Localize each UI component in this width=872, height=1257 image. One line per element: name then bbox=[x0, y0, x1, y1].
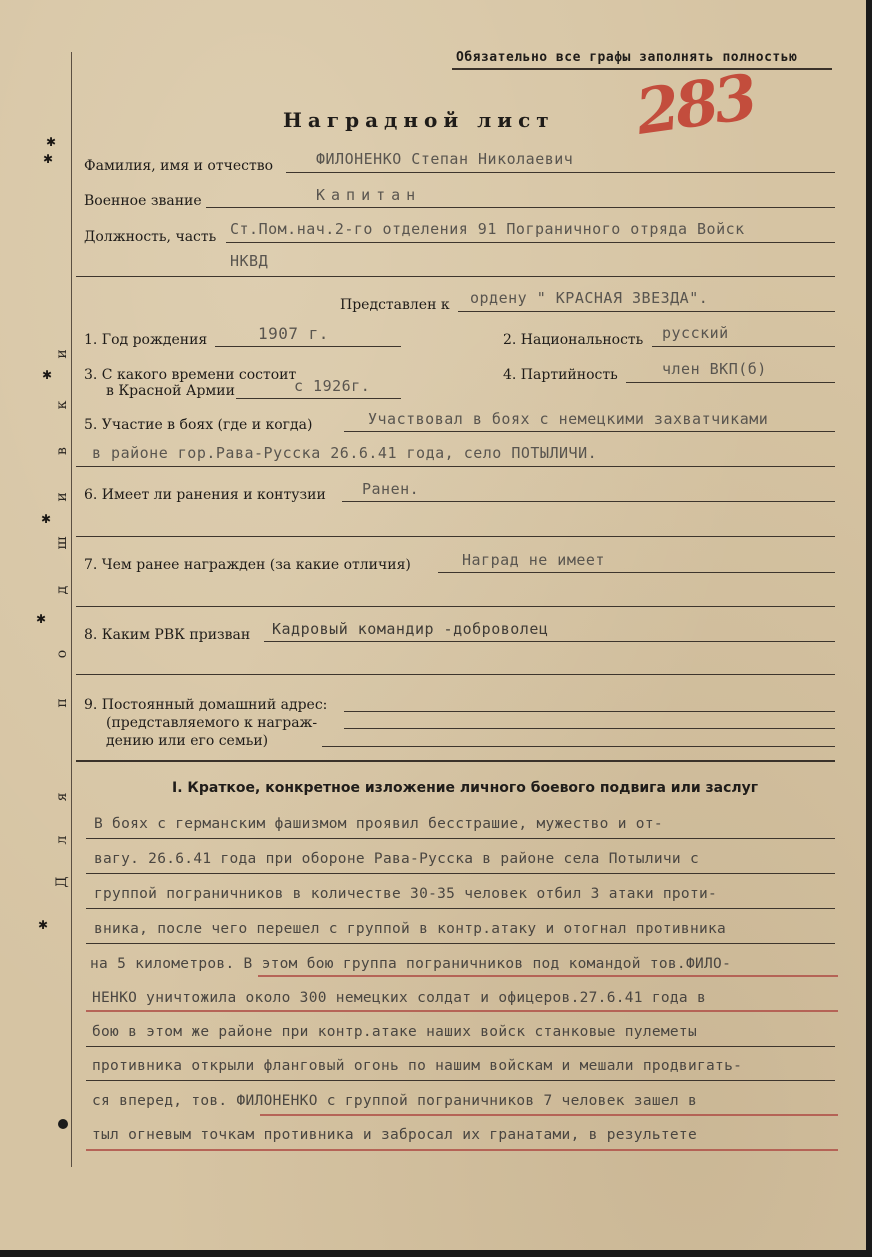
narrative-rule bbox=[86, 1046, 835, 1047]
star-icon: ✱ bbox=[42, 368, 53, 382]
star-icon: ✱ bbox=[46, 135, 57, 149]
fio-value: ФИЛОНЕНКО Степан Николаевич bbox=[316, 150, 574, 168]
narrative-line: на 5 километров. В этом бою группа пограничников под командой тов.ФИЛО- bbox=[90, 956, 732, 972]
wounds-line-2 bbox=[76, 536, 835, 537]
position-line-1 bbox=[226, 242, 835, 243]
awards-value: Наград не имеет bbox=[462, 551, 605, 569]
battles-line-1 bbox=[344, 431, 835, 432]
narrative-rule bbox=[86, 943, 835, 944]
army-value: с 1926г. bbox=[294, 377, 371, 395]
nationality-value: русский bbox=[662, 324, 729, 342]
rank-line bbox=[206, 207, 835, 208]
narrative-line: вника, после чего перешел с группой в контр.атаку и отогнал противника bbox=[94, 921, 727, 937]
fio-line bbox=[286, 172, 835, 173]
address-label-3: дению или его семьи) bbox=[106, 733, 269, 749]
address-label-1: 9. Постоянный домашний адрес: bbox=[84, 697, 328, 713]
birth-label: 1. Год рождения bbox=[84, 332, 208, 348]
narrative-rule bbox=[86, 873, 835, 874]
nationality-label: 2. Национальность bbox=[503, 332, 644, 348]
birth-value: 1907 г. bbox=[258, 324, 329, 343]
red-underline bbox=[258, 975, 838, 977]
margin-letter: и bbox=[54, 492, 70, 502]
fio-label: Фамилия, имя и отчество bbox=[84, 158, 274, 174]
header-underline bbox=[452, 68, 832, 70]
narrative-line: тыл огневым точкам противника и забросал их гранатами, в результете bbox=[92, 1127, 697, 1143]
rvk-value: Кадровый командир -доброволец bbox=[272, 620, 549, 638]
narrative-line: противника открыли фланговый огонь по нашим войскам и мешали продвигать- bbox=[92, 1058, 743, 1074]
document-title: Наградной лист bbox=[283, 108, 555, 132]
army-line bbox=[236, 398, 401, 399]
wounds-label: 6. Имеет ли ранения и контузии bbox=[84, 487, 326, 503]
address-line-1 bbox=[344, 711, 835, 712]
section-title: I. Краткое, конкретное изложение личного боевого подвига или заслуг bbox=[172, 780, 759, 796]
narrative-line: ся вперед, тов. ФИЛОНЕНКО с группой пограничников 7 человек зашел в bbox=[92, 1093, 697, 1109]
presented-line bbox=[458, 311, 835, 312]
birth-line bbox=[215, 346, 401, 347]
presented-value: ордену " КРАСНАЯ ЗВЕЗДА". bbox=[470, 289, 709, 307]
narrative-line: НЕНКО уничтожила около 300 немецких солдат и офицеров.27.6.41 года в bbox=[92, 990, 707, 1006]
awards-label: 7. Чем ранее награжден (за какие отличия) bbox=[84, 557, 411, 573]
header-note: Обязательно все графы заполнять полностью bbox=[456, 50, 798, 65]
section-divider bbox=[76, 760, 835, 762]
party-line bbox=[626, 382, 835, 383]
red-underline bbox=[86, 1149, 838, 1151]
position-line-2 bbox=[76, 276, 835, 277]
address-line-3 bbox=[322, 746, 835, 747]
margin-rule bbox=[71, 52, 72, 1167]
star-icon: ✱ bbox=[41, 512, 52, 526]
battles-value-1: Участвовал в боях с немецкими захватчиками bbox=[368, 410, 769, 428]
rvk-line-1 bbox=[264, 641, 835, 642]
margin-letter: л bbox=[54, 835, 70, 845]
punch-hole bbox=[58, 1119, 68, 1129]
position-label: Должность, часть bbox=[84, 229, 217, 245]
star-icon: ✱ bbox=[43, 152, 54, 166]
battles-value-2: в районе гор.Рава-Русска 26.6.41 года, село ПОТЫЛИЧИ. bbox=[92, 444, 598, 462]
margin-letter: и bbox=[54, 349, 70, 359]
narrative-rule bbox=[86, 908, 835, 909]
narrative-line: В боях с германским фашизмом проявил бесстрашие, мужество и от- bbox=[94, 816, 663, 832]
address-line-2 bbox=[344, 728, 835, 729]
battles-label: 5. Участие в боях (где и когда) bbox=[84, 417, 313, 433]
narrative-rule bbox=[86, 1080, 835, 1081]
rvk-label: 8. Каким РВК призван bbox=[84, 627, 251, 643]
position-value-2: НКВД bbox=[230, 252, 269, 270]
handwritten-number: 283 bbox=[631, 60, 758, 149]
wounds-value: Ранен. bbox=[362, 480, 420, 498]
margin-letter: я bbox=[54, 792, 70, 802]
army-label-1: 3. С какого времени состоит bbox=[84, 367, 297, 383]
narrative-line: бою в этом же районе при контр.атаке наших войск станковые пулеметы bbox=[92, 1024, 697, 1040]
margin-letter: д bbox=[54, 585, 70, 595]
army-label-2: в Красной Армии bbox=[106, 383, 235, 399]
rvk-line-2 bbox=[76, 674, 835, 675]
margin-letter: Д bbox=[54, 876, 70, 888]
margin-letter: в bbox=[54, 447, 70, 455]
star-icon: ✱ bbox=[36, 612, 47, 626]
red-underline bbox=[260, 1114, 838, 1116]
awards-line-2 bbox=[76, 606, 835, 607]
margin-letter: к bbox=[54, 400, 70, 410]
party-value: член ВКП(б) bbox=[662, 360, 767, 378]
presented-label: Представлен к bbox=[340, 297, 450, 313]
wounds-line-1 bbox=[342, 501, 835, 502]
narrative-line: вагу. 26.6.41 года при обороне Рава-Русска в районе села Потыличи с bbox=[94, 851, 699, 867]
margin-letter: п bbox=[54, 698, 70, 708]
rank-value: Капитан bbox=[316, 186, 422, 204]
party-label: 4. Партийность bbox=[503, 367, 618, 383]
address-label-2: (представляемого к награж- bbox=[106, 715, 318, 731]
red-underline bbox=[86, 1010, 838, 1012]
narrative-line: группой пограничников в количестве 30-35 человек отбил 3 атаки проти- bbox=[94, 886, 718, 902]
margin-letter: о bbox=[54, 649, 70, 659]
nationality-line bbox=[652, 346, 835, 347]
battles-line-2 bbox=[76, 466, 835, 467]
awards-line-1 bbox=[438, 572, 835, 573]
position-value-1: Ст.Пом.нач.2-го отделения 91 Пограничного отряда Войск bbox=[230, 220, 745, 238]
star-icon: ✱ bbox=[38, 918, 49, 932]
narrative-rule bbox=[86, 838, 835, 839]
rank-label: Военное звание bbox=[84, 193, 202, 209]
margin-letter: ш bbox=[54, 536, 70, 550]
